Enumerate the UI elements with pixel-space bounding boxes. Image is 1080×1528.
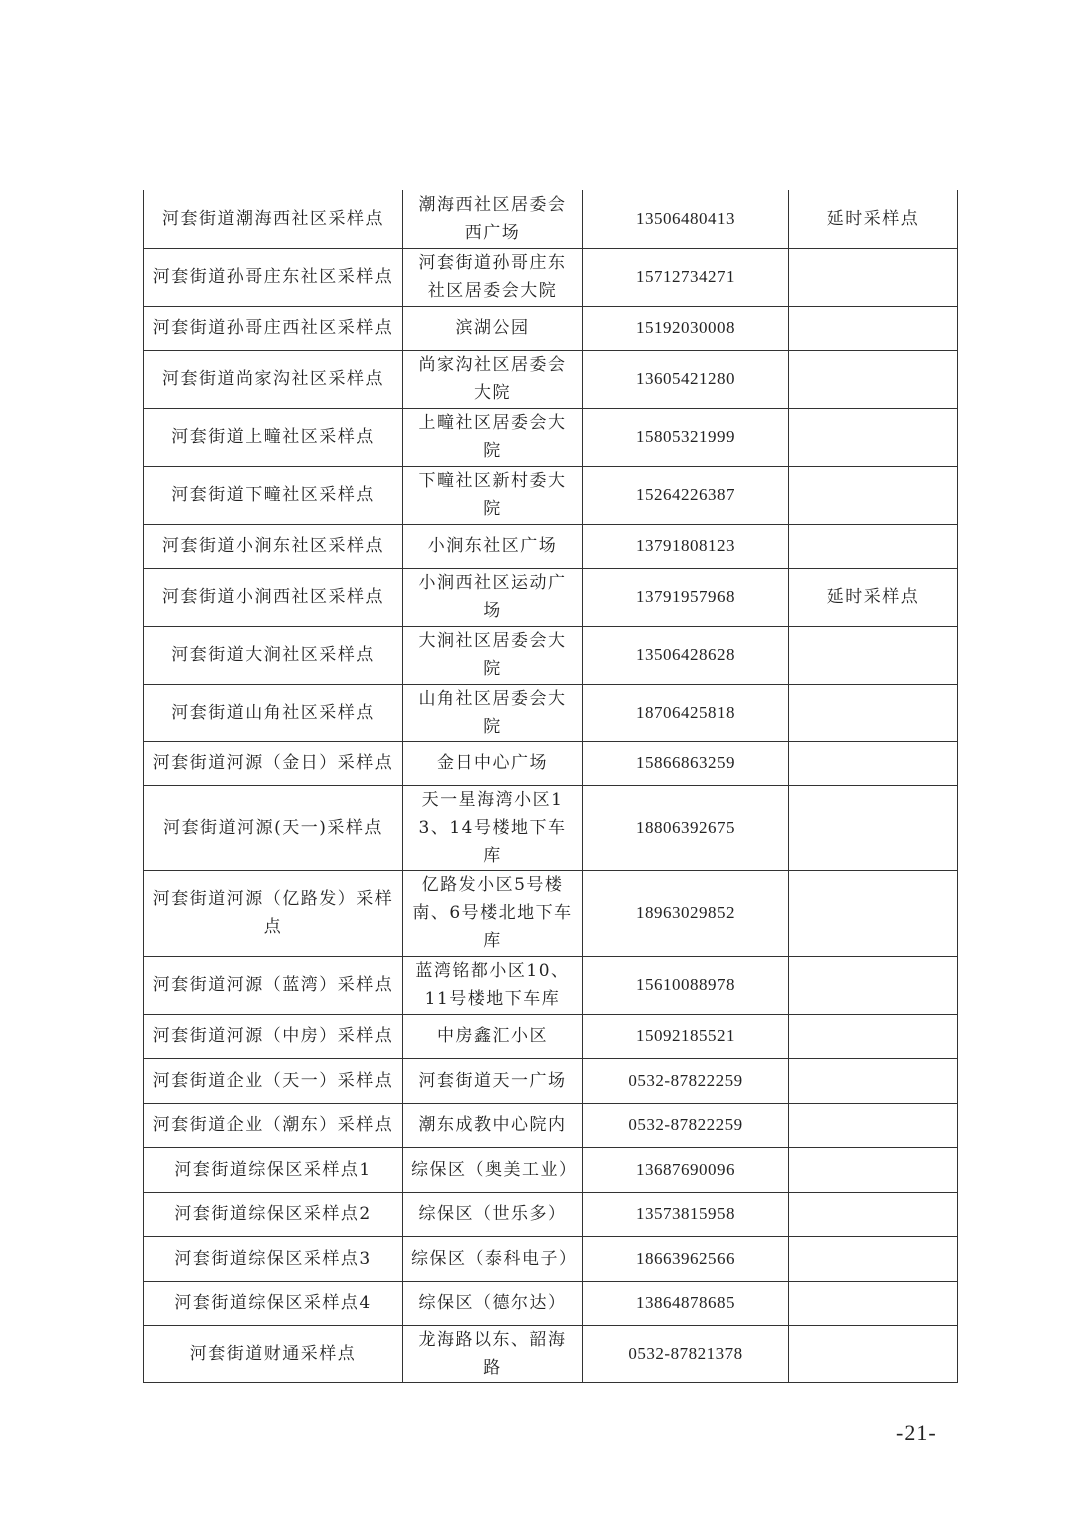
location-cell: 综保区（德尔达） [403,1281,583,1325]
note-cell [789,1281,958,1325]
phone-cell: 15192030008 [583,306,789,350]
table-row [144,1058,958,1103]
note-cell [789,1103,958,1147]
note-cell: 延时采样点 [789,568,958,626]
table-row [144,1192,958,1236]
phone-cell: 15264226387 [583,466,789,524]
note-cell [789,956,958,1014]
site-name-cell: 河套街道大涧社区采样点 [144,626,403,684]
note-cell [789,741,958,785]
table-row [144,1103,958,1147]
site-name-cell: 河套街道孙哥庄东社区采样点 [144,248,403,306]
phone-cell: 15092185521 [583,1014,789,1058]
table-row [144,466,958,524]
site-name-cell: 河套街道河源（亿路发）采样点 [144,870,403,956]
phone-cell: 13573815958 [583,1192,789,1236]
phone-cell: 18806392675 [583,785,789,870]
note-cell [789,248,958,306]
table-row [144,524,958,568]
note-cell [789,1325,958,1382]
note-cell [789,1192,958,1236]
location-cell: 小涧西社区运动广场 [403,568,583,626]
sampling-sites-table [143,190,958,1383]
location-cell: 小涧东社区广场 [403,524,583,568]
site-name-cell: 河套街道综保区采样点2 [144,1192,403,1236]
table-row [144,626,958,684]
note-cell [789,408,958,466]
note-cell [789,524,958,568]
site-name-cell: 河套街道企业（潮东）采样点 [144,1103,403,1147]
phone-cell: 13687690096 [583,1147,789,1192]
note-cell [789,1236,958,1281]
note-cell [789,1147,958,1192]
site-name-cell: 河套街道小涧西社区采样点 [144,568,403,626]
note-cell: 延时采样点 [789,190,958,248]
table-row [144,870,958,956]
location-cell: 潮东成教中心院内 [403,1103,583,1147]
site-name-cell: 河套街道小涧东社区采样点 [144,524,403,568]
table-row [144,306,958,350]
location-cell: 龙海路以东、韶海路 [403,1325,583,1382]
phone-cell: 13506428628 [583,626,789,684]
phone-cell: 13791808123 [583,524,789,568]
location-cell: 滨湖公园 [403,306,583,350]
phone-cell: 13791957968 [583,568,789,626]
note-cell [789,1014,958,1058]
location-cell: 综保区（世乐多） [403,1192,583,1236]
location-cell: 尚家沟社区居委会大院 [403,350,583,408]
site-name-cell: 河套街道潮海西社区采样点 [144,190,403,248]
location-cell: 大涧社区居委会大院 [403,626,583,684]
site-name-cell: 河套街道综保区采样点3 [144,1236,403,1281]
phone-cell: 0532-87822259 [583,1058,789,1103]
table-row [144,248,958,306]
note-cell [789,466,958,524]
site-name-cell: 河套街道综保区采样点1 [144,1147,403,1192]
phone-cell: 15805321999 [583,408,789,466]
location-cell: 亿路发小区5号楼南、6号楼北地下车库 [403,870,583,956]
site-name-cell: 河套街道综保区采样点4 [144,1281,403,1325]
table-row [144,785,958,870]
phone-cell: 18963029852 [583,870,789,956]
phone-cell: 13864878685 [583,1281,789,1325]
site-name-cell: 河套街道孙哥庄西社区采样点 [144,306,403,350]
page-number: -21- [896,1420,937,1445]
site-name-cell: 河套街道上疃社区采样点 [144,408,403,466]
note-cell [789,1058,958,1103]
location-cell: 金日中心广场 [403,741,583,785]
phone-cell: 13506480413 [583,190,789,248]
location-cell: 下疃社区新村委大院 [403,466,583,524]
table-row [144,1236,958,1281]
table-row [144,1147,958,1192]
location-cell: 上疃社区居委会大院 [403,408,583,466]
site-name-cell: 河套街道下疃社区采样点 [144,466,403,524]
site-name-cell: 河套街道山角社区采样点 [144,684,403,741]
site-name-cell: 河套街道财通采样点 [144,1325,403,1382]
note-cell [789,870,958,956]
note-cell [789,626,958,684]
location-cell: 潮海西社区居委会西广场 [403,190,583,248]
table-body [144,190,958,1382]
note-cell [789,306,958,350]
table-row [144,684,958,741]
location-cell: 综保区（泰科电子） [403,1236,583,1281]
table-row [144,408,958,466]
table-row [144,1325,958,1382]
note-cell [789,350,958,408]
note-cell [789,684,958,741]
phone-cell: 15712734271 [583,248,789,306]
location-cell: 河套街道孙哥庄东社区居委会大院 [403,248,583,306]
site-name-cell: 河套街道河源（金日）采样点 [144,741,403,785]
table-row [144,1014,958,1058]
phone-cell: 0532-87822259 [583,1103,789,1147]
table-row [144,190,958,248]
table-row [144,568,958,626]
location-cell: 综保区（奥美工业） [403,1147,583,1192]
site-name-cell: 河套街道河源（蓝湾）采样点 [144,956,403,1014]
location-cell: 蓝湾铭都小区10、11号楼地下车库 [403,956,583,1014]
phone-cell: 15610088978 [583,956,789,1014]
site-name-cell: 河套街道河源(天一)采样点 [144,785,403,870]
location-cell: 天一星海湾小区13、14号楼地下车库 [403,785,583,870]
location-cell: 山角社区居委会大院 [403,684,583,741]
table-row [144,741,958,785]
phone-cell: 15866863259 [583,741,789,785]
location-cell: 河套街道天一广场 [403,1058,583,1103]
location-cell: 中房鑫汇小区 [403,1014,583,1058]
phone-cell: 13605421280 [583,350,789,408]
site-name-cell: 河套街道河源（中房）采样点 [144,1014,403,1058]
table-row [144,350,958,408]
phone-cell: 18706425818 [583,684,789,741]
phone-cell: 0532-87821378 [583,1325,789,1382]
note-cell [789,785,958,870]
table-row [144,956,958,1014]
table-row [144,1281,958,1325]
site-name-cell: 河套街道尚家沟社区采样点 [144,350,403,408]
phone-cell: 18663962566 [583,1236,789,1281]
site-name-cell: 河套街道企业（天一）采样点 [144,1058,403,1103]
